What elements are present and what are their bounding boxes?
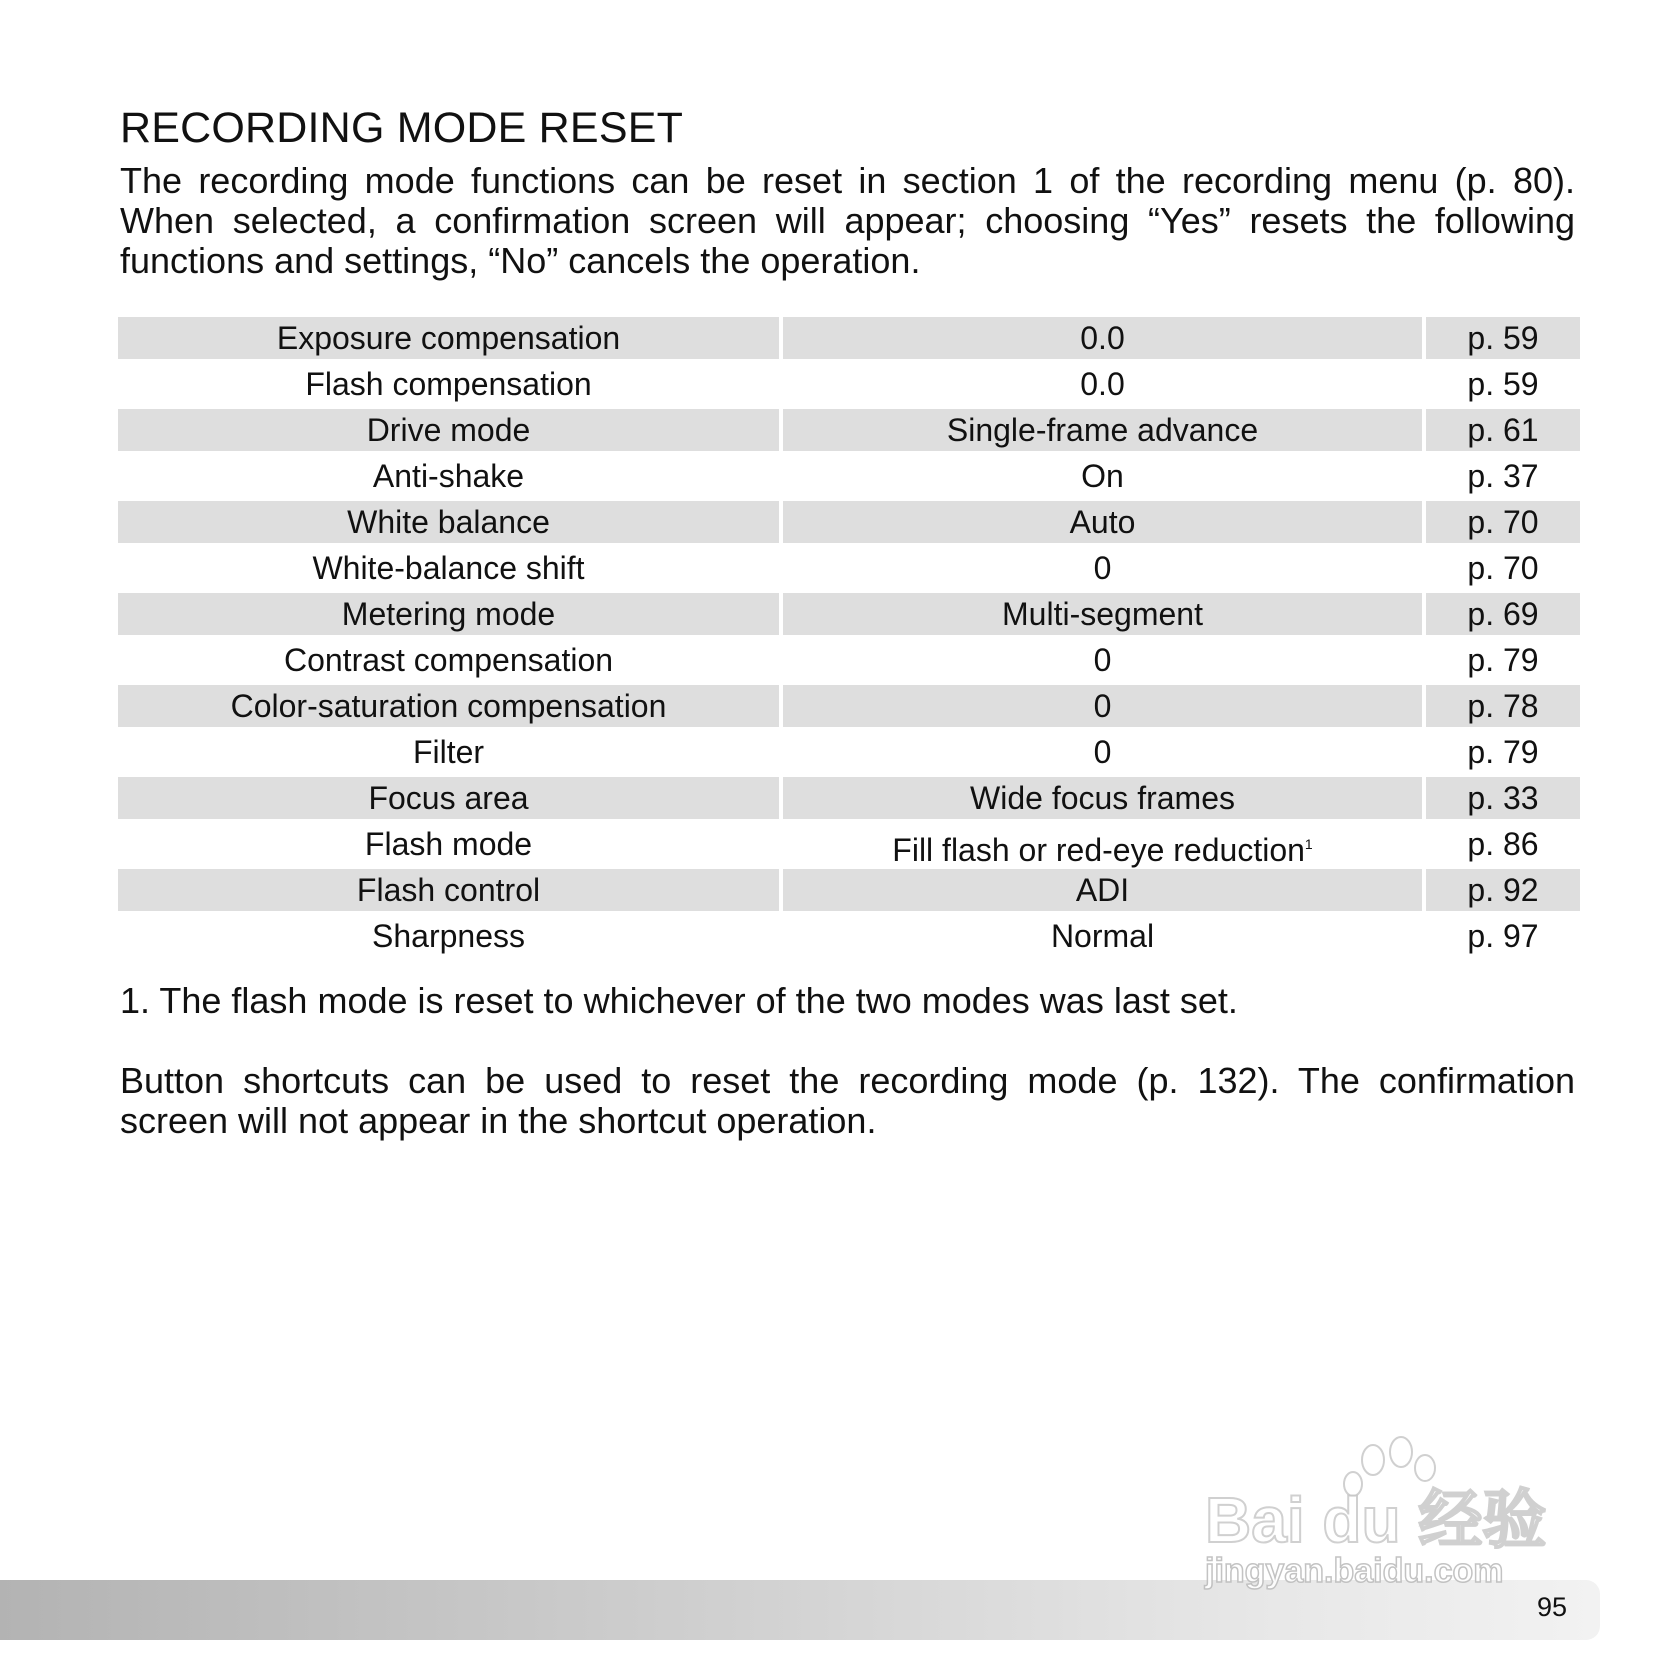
table-row — [118, 683, 1580, 729]
function-value: 0.0 — [783, 317, 1422, 359]
function-name: Flash mode — [364, 826, 533, 862]
function-value: 0 — [1093, 550, 1112, 586]
page-reference: p. 59 — [1426, 317, 1580, 359]
page-reference: p. 79 — [1467, 642, 1539, 678]
footnote: 1. The flash mode is reset to whichever of the two modes was last set. — [120, 980, 1238, 1021]
page-content — [120, 104, 1575, 1141]
function-name: Drive mode — [118, 409, 779, 451]
table-row — [118, 729, 1580, 775]
baidu-watermark — [1195, 1430, 1615, 1590]
function-name: Focus area — [118, 777, 779, 819]
page-reference: p. 69 — [1426, 593, 1580, 635]
page-reference: p. 70 — [1467, 550, 1539, 586]
function-name: Color-saturation compensation — [118, 685, 779, 727]
page-reference: p. 59 — [1467, 366, 1539, 402]
footnote-marker: 1 — [1304, 836, 1313, 852]
function-value: Fill flash or red-eye reduction — [892, 832, 1305, 868]
page-reference: p. 78 — [1426, 685, 1580, 727]
shortcut-paragraph: Button shortcuts can be used to reset the recording mode (p. 132). The confirmation screen will not appear in the shortcut operation. — [120, 1060, 1575, 1141]
table-row — [118, 499, 1580, 545]
table-row — [118, 821, 1580, 867]
function-name: White-balance shift — [312, 550, 585, 586]
table-row — [118, 361, 1580, 407]
table-row — [118, 453, 1580, 499]
function-name: Anti-shake — [372, 458, 525, 494]
function-name: Exposure compensation — [118, 317, 779, 359]
function-value: Wide focus frames — [783, 777, 1422, 819]
page-reference: p. 61 — [1426, 409, 1580, 451]
function-name: Flash control — [118, 869, 779, 911]
page-reference: p. 79 — [1467, 734, 1539, 770]
watermark-url: jingyan.baidu.com — [1205, 1552, 1504, 1590]
intro-paragraph: The recording mode functions can be reset in section 1 of the recording menu (p. 80). When selected, a confirmation screen will appear; choosing “Yes” resets the following functions and settings, “No” cancels the operation. — [120, 160, 1575, 281]
table-row — [118, 867, 1580, 913]
function-value: On — [1081, 458, 1124, 494]
function-name: White balance — [118, 501, 779, 543]
paw-icon — [1362, 1445, 1384, 1475]
function-value: Auto — [783, 501, 1422, 543]
table-row — [118, 591, 1580, 637]
function-value: 0.0 — [1080, 366, 1125, 402]
page-reference: p. 97 — [1467, 918, 1539, 954]
function-value-with-footnote — [783, 823, 1422, 868]
function-name: Metering mode — [118, 593, 779, 635]
table-row — [118, 545, 1580, 591]
function-value: Single-frame advance — [783, 409, 1422, 451]
function-name: Filter — [412, 734, 485, 770]
page-reference: p. 92 — [1426, 869, 1580, 911]
page-reference: p. 70 — [1426, 501, 1580, 543]
function-value: 0 — [783, 685, 1422, 727]
function-value: ADI — [783, 869, 1422, 911]
page-reference: p. 37 — [1467, 458, 1539, 494]
function-value: 0 — [1093, 642, 1112, 678]
function-name: Contrast compensation — [283, 642, 614, 678]
watermark-brand: Bai du 经验 — [1205, 1484, 1547, 1556]
page-reference: p. 86 — [1467, 826, 1539, 862]
function-value: 0 — [1093, 734, 1112, 770]
table-row — [118, 775, 1580, 821]
table-row — [118, 913, 1580, 959]
page-reference: p. 33 — [1426, 777, 1580, 819]
table-row — [118, 637, 1580, 683]
page-title: RECORDING MODE RESET — [120, 104, 684, 152]
table-row — [118, 315, 1580, 361]
function-value: Normal — [1050, 918, 1155, 954]
reset-settings-table — [118, 315, 1580, 959]
function-name: Flash compensation — [305, 366, 592, 402]
function-name: Sharpness — [372, 918, 525, 954]
page-number: 95 — [1537, 1592, 1568, 1622]
function-value: Multi-segment — [783, 593, 1422, 635]
table-row — [118, 407, 1580, 453]
